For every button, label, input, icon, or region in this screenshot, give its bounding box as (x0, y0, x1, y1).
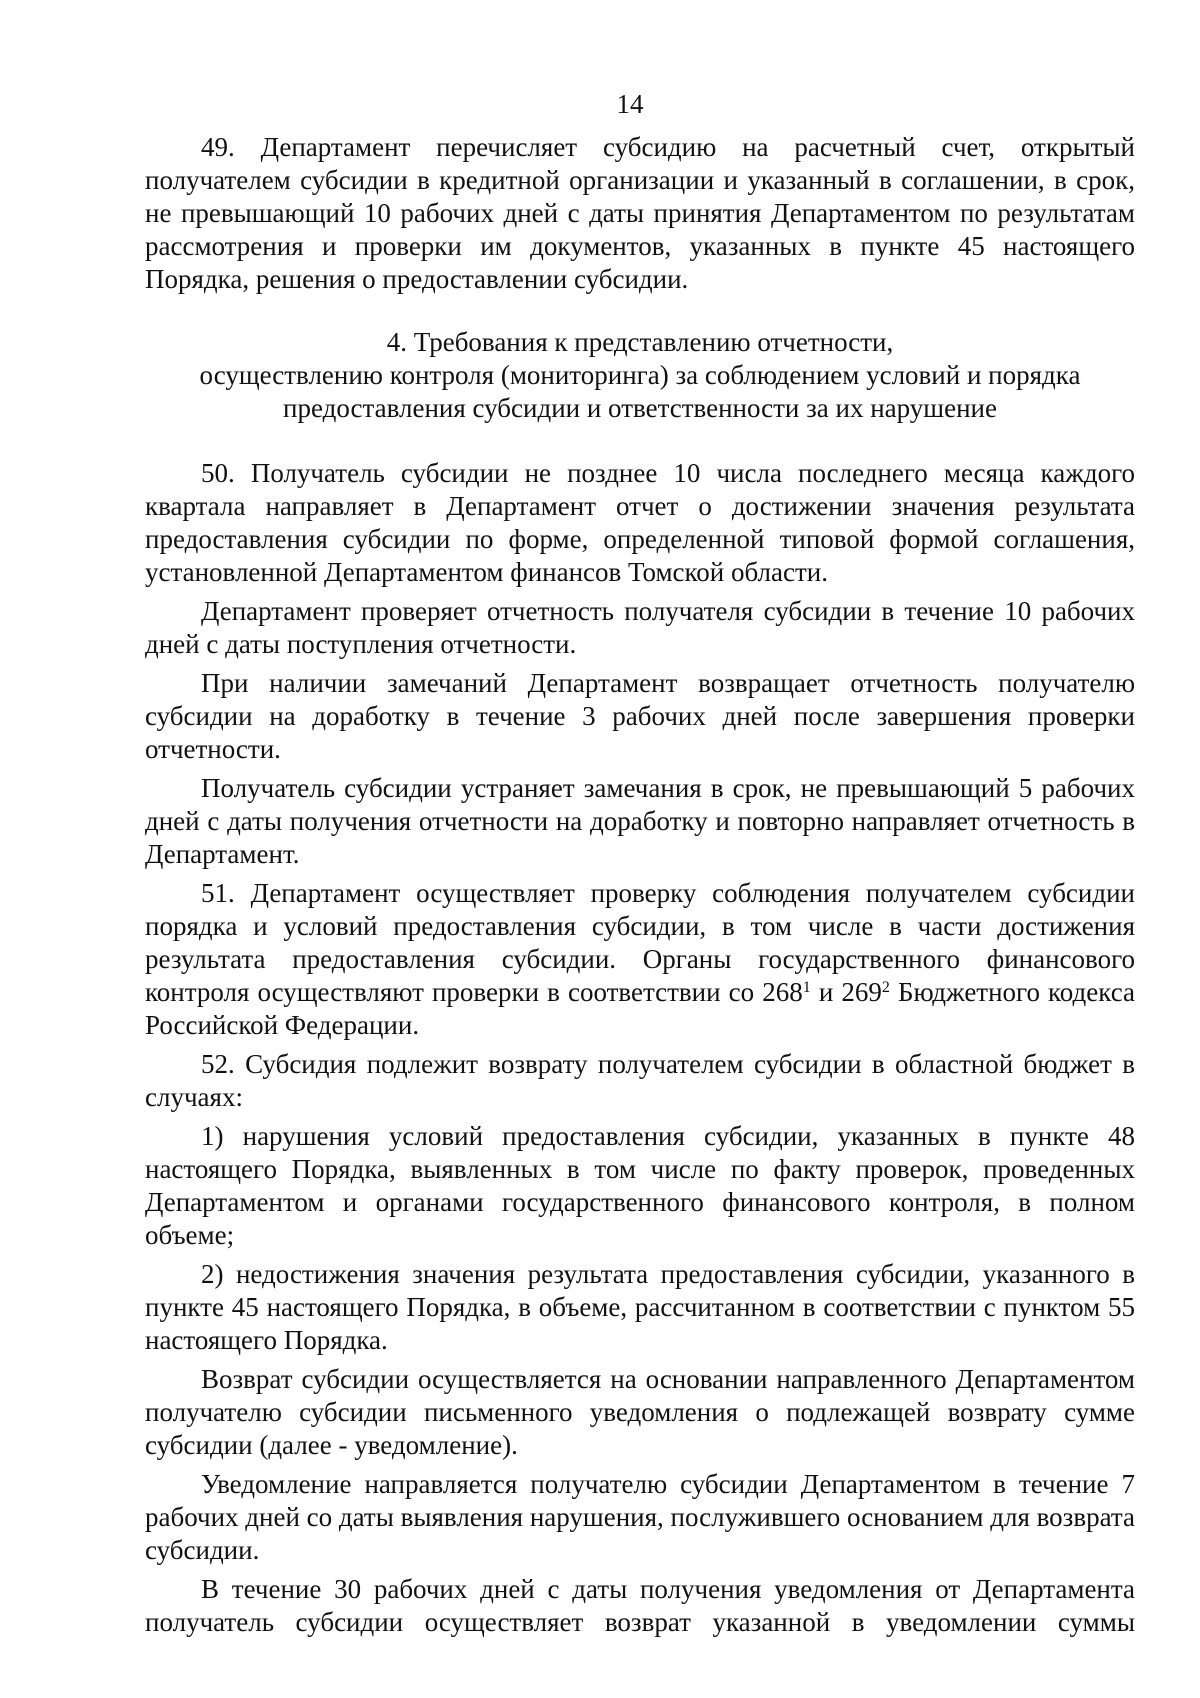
article-269-superscript: 2 (881, 979, 890, 996)
paragraph-50: 50. Получатель субсидии не позднее 10 числа последнего месяца каждого квартала направляет в Департамент отчет о достижении значения результата предоставления субсидии по форме, определенной типовой формой соглашения, установленной Департаментом финансов Томской области. (145, 458, 1135, 587)
paragraph-52-notice: Уведомление направляется получателю субсидии Департаментом в течение 7 рабочих дней со даты выявления нарушения, послужившего основанием для возврата субсидии. (145, 1469, 1135, 1565)
section-4-heading (145, 326, 1135, 425)
section-4-heading-line-1: 4. Требования к представлению отчетности, (386, 327, 894, 357)
paragraph-49: 49. Департамент перечисляет субсидию на расчетный счет, открытый получателем субсидии в кредитной организации и указанный в соглашении, в срок, не превышающий 10 рабочих дней с даты принятия Департаментом по результатам рассмотрения и проверки им документов, указанных в пункте 45 настоящего Порядка, решения о предоставлении субсидии. (145, 132, 1135, 294)
paragraph-52-item-2: 2) недостижения значения результата предоставления субсидии, указанного в пункте 45 настоящего Порядка, в объеме, рассчитанном в соответствии с пунктом 55 настоящего Порядка. (145, 1259, 1135, 1355)
paragraph-52-return: Возврат субсидии осуществляется на основании направленного Департаментом получателю субсидии письменного уведомления о подлежащей возврату сумме субсидии (далее - уведомление). (145, 1364, 1135, 1460)
paragraph-50-fix: Получатель субсидии устраняет замечания в срок, не превышающий 5 рабочих дней с даты получения отчетности на доработку и повторно направляет отчетность в Департамент. (145, 773, 1135, 869)
paragraph-51-text: 51. Департамент осуществляет проверку соблюдения получателем субсидии порядка и условий предоставления субсидии, в том числе в части достижения результата предоставления субсидии. Органы государственного финансового контроля осуществляют проверки в соответствии со 268 (145, 878, 1135, 1007)
paragraph-51-and: и 269 (810, 977, 882, 1007)
paragraph-51 (145, 877, 1135, 1042)
document-body (145, 131, 1135, 1639)
paragraph-52-item-1: 1) нарушения условий предоставления субсидии, указанных в пункте 48 настоящего Порядка, выявленных в том числе по факту проверок, проведенных Департаментом и органами государственного финансового контроля, в полном объеме; (145, 1121, 1135, 1250)
section-4-heading-line-3: предоставления субсидии и ответственности за их нарушение (283, 393, 997, 423)
paragraph-50-remarks: При наличии замечаний Департамент возвращает отчетность получателю субсидии на доработку в течение 3 рабочих дней после завершения проверки отчетности. (145, 668, 1135, 764)
paragraph-51-tail: Бюджетного кодекса Российской Федерации. (145, 977, 1135, 1040)
paragraph-52: 52. Субсидия подлежит возврату получателем субсидии в областной бюджет в случаях: (145, 1049, 1135, 1112)
page-number: 14 (616, 89, 644, 119)
paragraph-50-check: Департамент проверяет отчетность получателя субсидии в течение 10 рабочих дней с даты поступления отчетности. (145, 596, 1135, 659)
section-4-heading-line-2: осуществлению контроля (мониторинга) за соблюдением условий и порядка (199, 360, 1081, 390)
article-268-superscript: 1 (802, 979, 811, 996)
paragraph-52-term: В течение 30 рабочих дней с даты получения уведомления от Департамента получатель субсидии осуществляет возврат указанной в уведомлении суммы (145, 1574, 1135, 1637)
